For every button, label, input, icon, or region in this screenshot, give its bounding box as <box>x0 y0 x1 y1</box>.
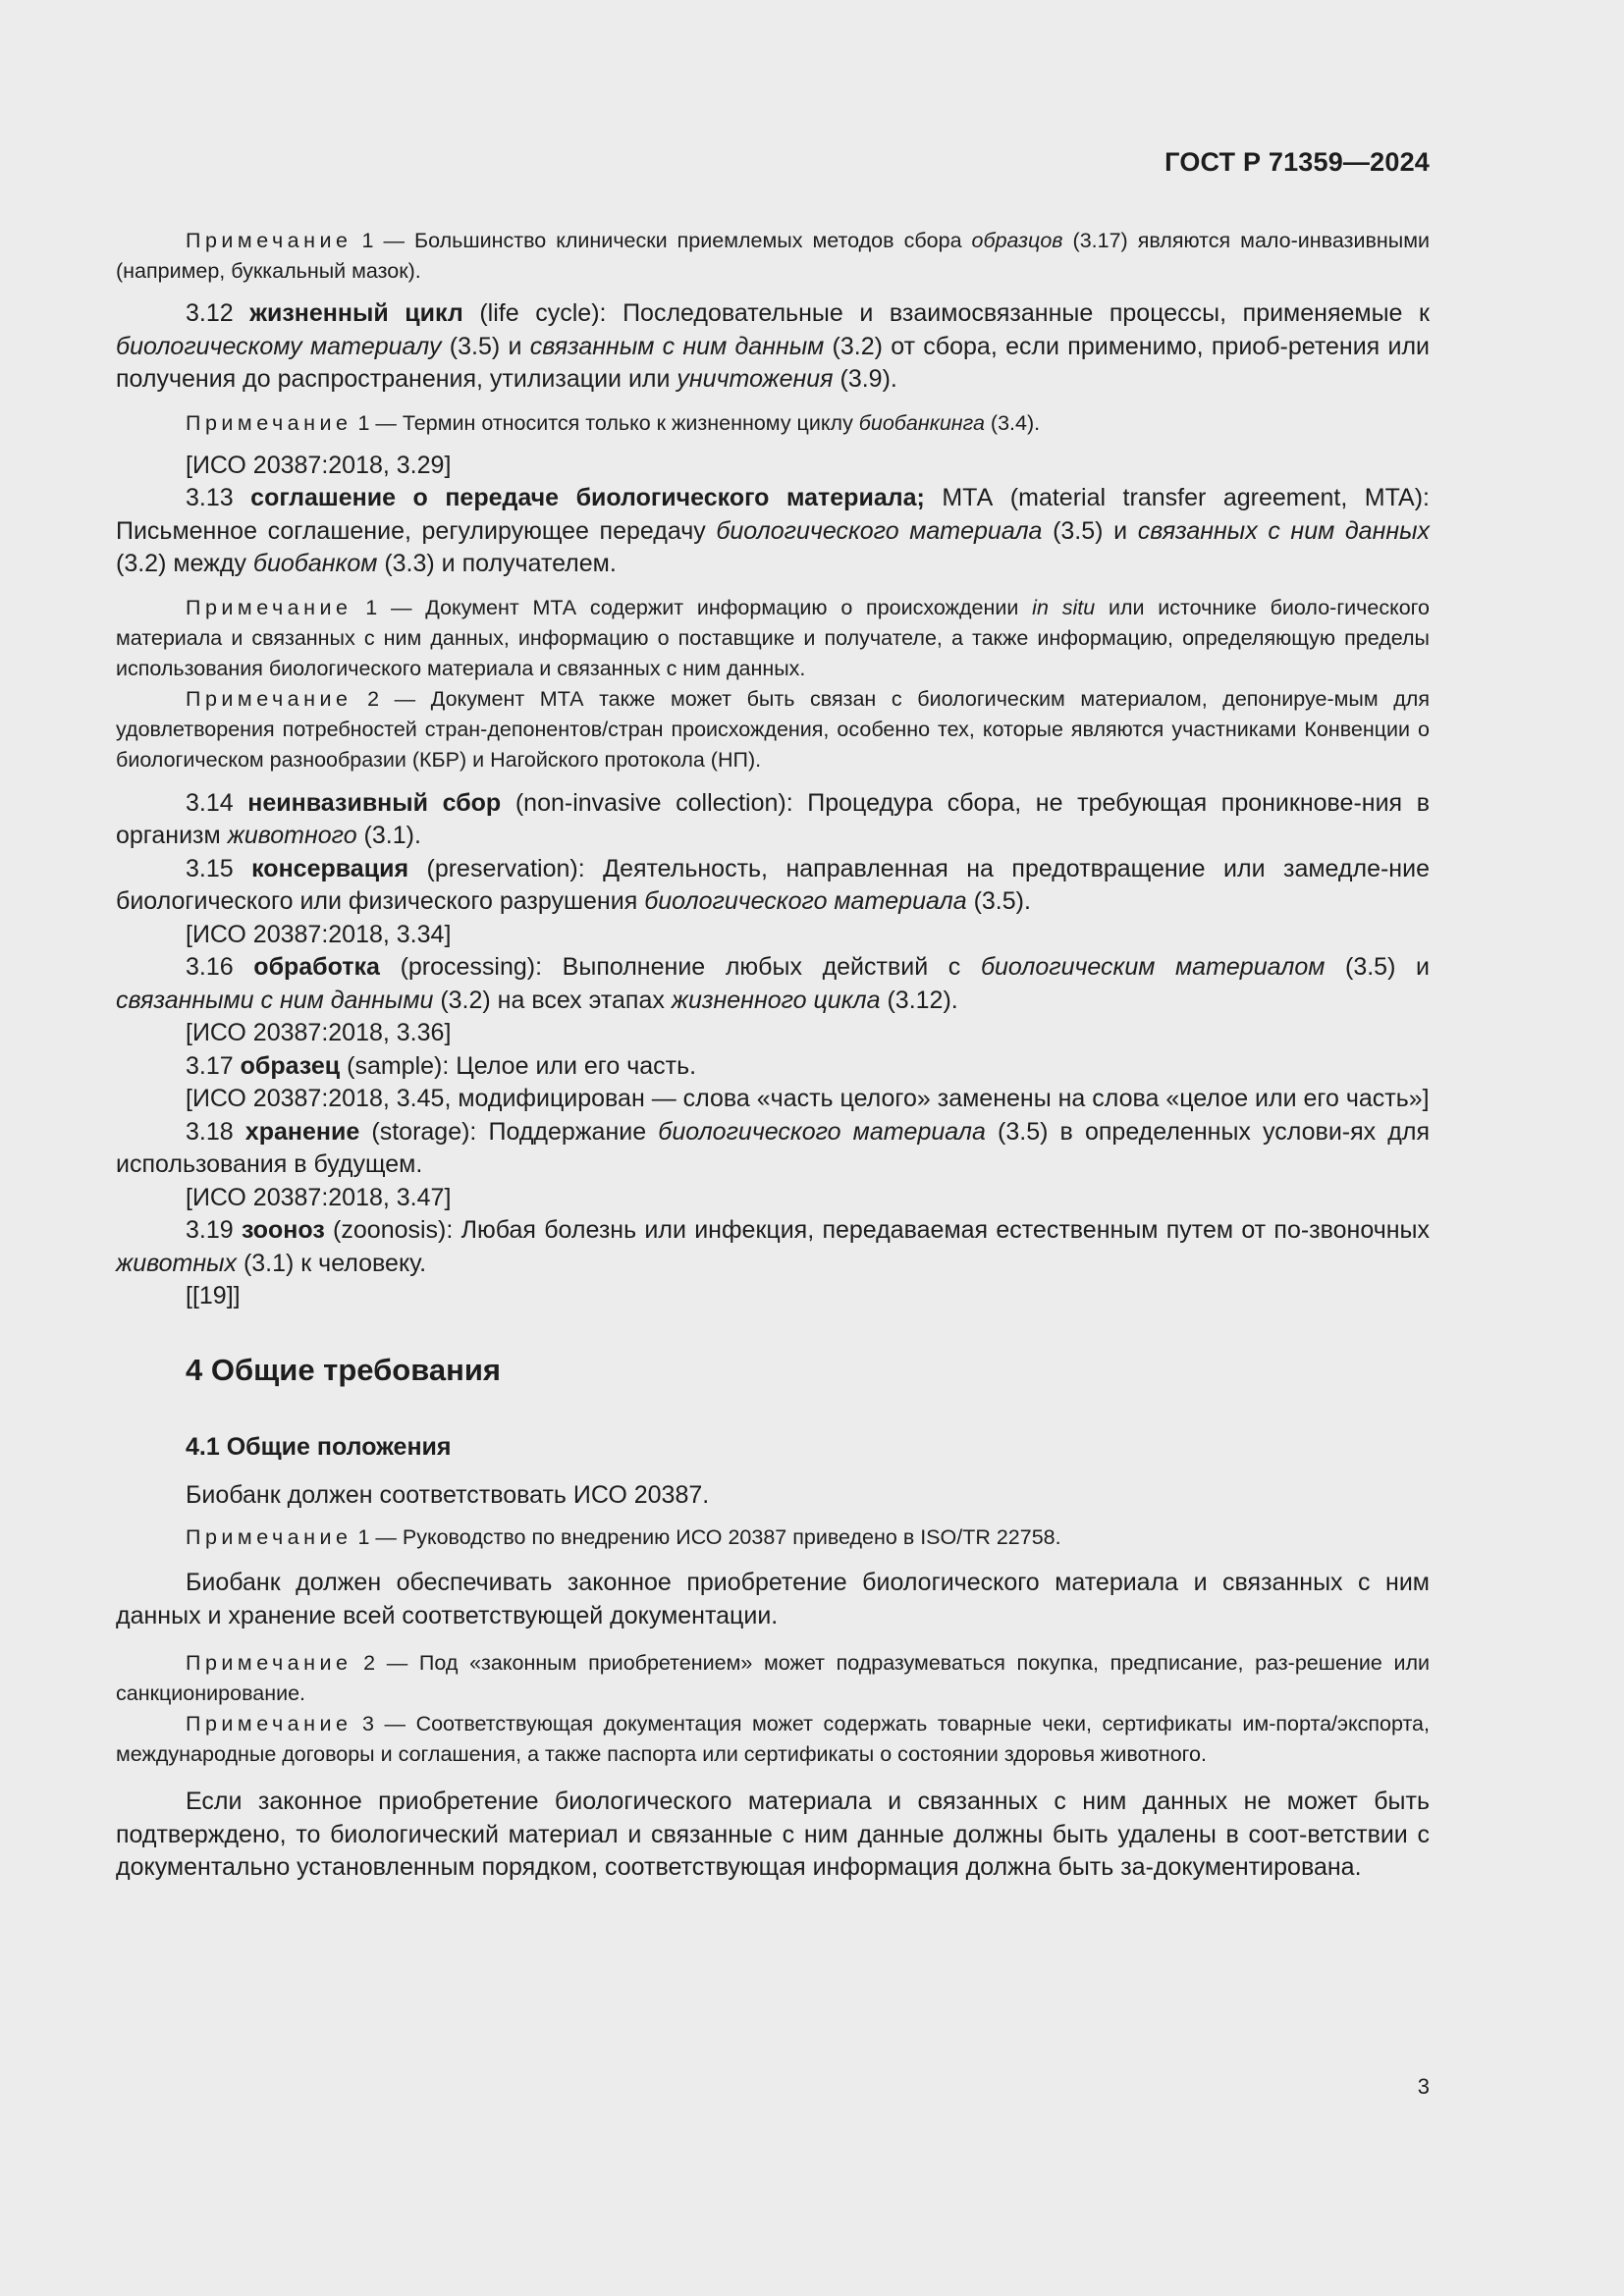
source-reference: [ИСО 20387:2018, 3.47] <box>186 1183 452 1211</box>
note-number: 1 <box>361 229 374 252</box>
document-code: ГОСТ Р 71359—2024 <box>1164 147 1430 177</box>
note-number: 1 <box>357 410 370 435</box>
note-label: Примечание <box>186 410 352 435</box>
note-termin-3-13-1: Примечание 1 — Документ МТА содержит информацию о происхождении in situ или источнике биоло-гического материала и связанных с ним данных, информацию о поставщике и получателе, а также информацию, определяющую пределы использования биологического материала и связанных с ним данных. <box>116 595 1431 680</box>
source-reference: [[19]] <box>186 1282 241 1309</box>
note-4-1-2: Примечание 2 — Под «законным приобретением» может подразумеваться покупка, предписание, раз-решение или санкционирование. <box>116 1651 1431 1705</box>
note-4-1-3: Примечание 3 — Соответствующая документация может содержать товарные чеки, сертификаты им-порта/экспорта, международные договоры и соглашения, а также паспорта или сертификаты о состоянии здоровья животного. <box>116 1712 1430 1766</box>
term-title: обработка <box>253 953 380 981</box>
note-termin-3-11: Примечание 1 — Большинство клинически приемлемых методов сбора образцов (3.17) являются мало-инвазивными (например, буккальный мазок). <box>116 229 1430 283</box>
note-number: 1 <box>365 595 378 619</box>
term-title: неинвазивный сбор <box>247 788 502 817</box>
body-paragraph: Биобанк должен обеспечивать законное приобретение биологического материала и связанных с ним данных и хранение всей соответствующей документации. <box>116 1569 1430 1629</box>
note-label: Примечание <box>186 1525 352 1549</box>
term-title: образец <box>240 1051 341 1080</box>
term-3-19: 3.19 зооноз (zoonosis): Любая болезнь или инфекция, передаваемая естественным путем от по-звоночных животных (3.1) к человеку. <box>116 1216 1430 1277</box>
term-3-13: 3.13 соглашение о передаче биологического материала; МТА (material transfer agreement, MTA): Письменное соглашение, регулирующее передачу биологического материала (3.5) и связанных с ним данных (3.2) между биобанком (3.3) и получателем. <box>116 484 1430 577</box>
note-termin-3-12: Примечание 1 — Термин относится только к жизненному циклу биобанкинга (3.4). <box>186 410 1041 435</box>
page-content <box>116 226 1430 1885</box>
note-number: 1 <box>357 1525 370 1549</box>
body-paragraph: Биобанк должен соответствовать ИСО 20387. <box>186 1480 710 1509</box>
section-heading: 4 Общие требования <box>186 1352 501 1387</box>
term-title: хранение <box>244 1117 360 1146</box>
term-title: жизненный цикл <box>249 299 463 327</box>
subsection-heading: 4.1 Общие положения <box>186 1432 452 1461</box>
note-label: Примечание <box>186 595 352 619</box>
term-title: соглашение о передаче биологического материала; <box>250 484 925 511</box>
source-reference-modified: [ИСО 20387:2018, 3.45, модифицирован — слова «часть целого» заменены на слова «целое или его часть»] <box>186 1085 1430 1112</box>
term-3-14: 3.14 неинвазивный сбор (non-invasive collection): Процедура сбора, не требующая проникнове-ния в организм животного (3.1). <box>116 788 1430 849</box>
note-label: Примечание <box>186 229 352 252</box>
term-3-15: 3.15 консервация (preservation): Деятельность, направленная на предотвращение или замедле-ние биологического или физического разрушения биологического материала (3.5). <box>116 854 1430 915</box>
body-paragraph: Если законное приобретение биологического материала и связанных с ним данных не может быть подтверждено, то биологический материал и связанные с ним данные должны быть удалены в соот-ветствии с документально установленным порядком, соответствующая информация должна быть за-документирована. <box>116 1788 1430 1881</box>
note-4-1-1: Примечание 1 — Руководство по внедрению ИСО 20387 приведено в ISO/TR 22758. <box>186 1525 1061 1549</box>
term-3-18: 3.18 хранение (storage): Поддержание биологического материала (3.5) в определенных услови-ях для использования в будущем. <box>116 1117 1430 1178</box>
term-3-16: 3.16 обработка (processing): Выполнение любых действий с биологическим материалом (3.5) и связанными с ним данными (3.2) на всех этапах жизненного цикла (3.12). <box>116 953 1430 1014</box>
note-label: Примечание <box>186 1712 352 1735</box>
term-title: зооноз <box>241 1216 325 1244</box>
note-number: 3 <box>362 1712 374 1735</box>
term-3-17: 3.17 образец (sample): Целое или его часть. <box>186 1051 697 1080</box>
source-reference: [ИСО 20387:2018, 3.36] <box>186 1019 452 1046</box>
note-label: Примечание <box>186 686 352 711</box>
note-number: 2 <box>367 686 380 711</box>
source-reference: [ИСО 20387:2018, 3.29] <box>186 451 452 479</box>
note-termin-3-13-2: Примечание 2 — Документ МТА также может быть связан с биологическим материалом, депонируе-мым для удовлетворения потребностей стран-депонентов/стран происхождения, особенно тех, которые являются участниками Конвенции о биологическом разнообразии (КБР) и Нагойского протокола (НП). <box>116 686 1430 772</box>
term-3-12: 3.12 жизненный цикл (life cycle): Последовательные и взаимосвязанные процессы, применяемые к биологическому материалу (3.5) и связанным с ним данным (3.2) от сбора, если применимо, приоб-ретения или получения до распространения, утилизации или уничтожения (3.9). <box>116 299 1430 393</box>
page-number: 3 <box>1417 2074 1430 2099</box>
note-number: 2 <box>363 1651 376 1675</box>
source-reference: [ИСО 20387:2018, 3.34] <box>186 920 452 948</box>
note-label: Примечание <box>186 1651 352 1675</box>
term-title: консервация <box>251 854 409 882</box>
